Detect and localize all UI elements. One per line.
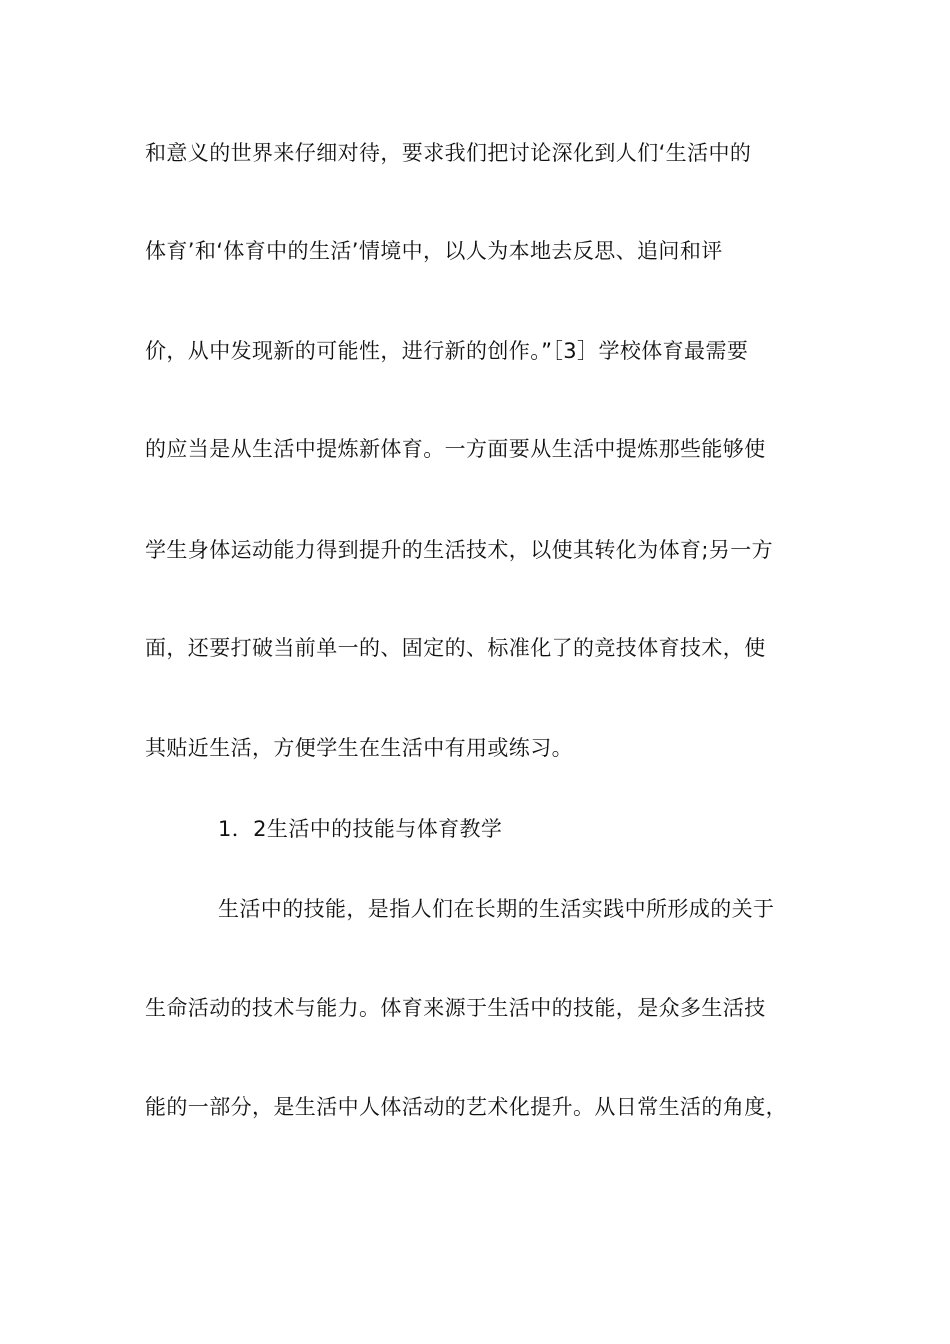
paragraph-line: 生命活动的技术与能力。体育来源于生活中的技能，是众多生活技 [145,996,766,1020]
paragraph-line: 和意义的世界来仔细对待，要求我们把讨论深化到人们‘生活中的 [145,141,752,165]
paragraph-line: 的应当是从生活中提炼新体育。一方面要从生活中提炼那些能够使 [145,437,766,461]
section-heading: 1．2生活中的技能与体育教学 [218,817,503,841]
paragraph-line: 价，从中发现新的可能性，进行新的创作。”［3］学校体育最需要 [145,339,749,363]
paragraph-line: 能的一部分，是生活中人体活动的艺术化提升。从日常生活的角度， [145,1095,787,1119]
paragraph-line: 学生身体运动能力得到提升的生活技术，以使其转化为体育;另一方 [145,538,774,562]
paragraph-line: 生活中的技能，是指人们在长期的生活实践中所形成的关于 [218,897,775,921]
paragraph-line: 面，还要打破当前单一的、固定的、标准化了的竞技体育技术，使 [145,636,766,660]
paragraph-line: 体育’和‘体育中的生活’情境中，以人为本地去反思、追问和评 [145,239,723,263]
paragraph-line: 其贴近生活，方便学生在生活中有用或练习。 [145,736,573,760]
